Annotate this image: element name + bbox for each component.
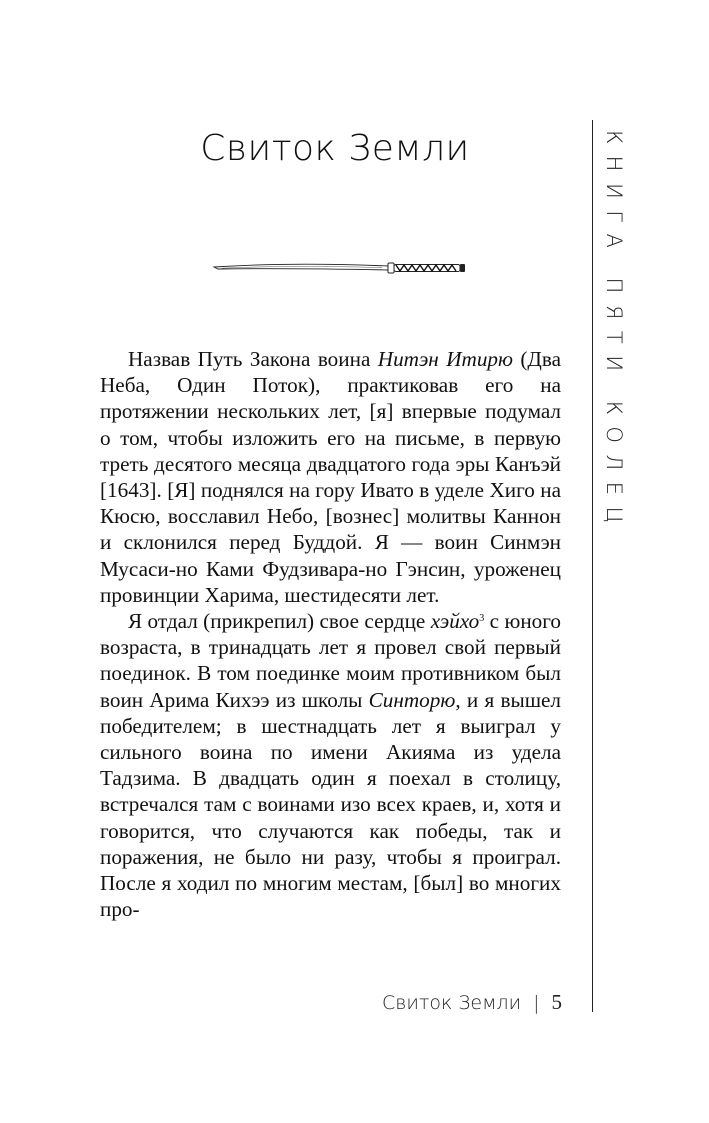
side-rule	[592, 120, 593, 1012]
footnote-marker[interactable]: 3	[479, 613, 485, 625]
katana-icon	[212, 258, 468, 284]
running-title: Свиток Земли	[382, 992, 522, 1014]
chapter-title: Свиток Земли	[200, 128, 470, 169]
paragraph-1: Назвав Путь Закона воина Нитэн Итирю (Два Неба, Один Поток), практиковав его на протяжении нескольких лет, [я] впервые подумал о том, чтобы изложить его на письме, в первую треть десятого месяца двадцатого года эры Канъэй [1643]. [Я] поднялся на гору Ивато в уделе Хиго на Кюсю, восславил Небо, [вознес] молитвы Каннон и склонился перед Буддой. Я — воин Синмэн Мусаси-но Ками Фудзивара-но Гэнсин, уроженец провинции Харима, шестидесяти лет.	[100, 347, 561, 607]
italic-term: Нитэн Итирю	[377, 347, 513, 371]
footer-separator: |	[533, 992, 540, 1014]
page-footer	[340, 990, 562, 1015]
body-text	[100, 346, 561, 922]
italic-term: хэйхо	[430, 609, 480, 634]
page-number: 5	[551, 990, 562, 1014]
paragraph-2: Я отдал (прикрепил) свое сердце хэйхо$^3$ с юного возраста, в тринадцать лет я провел свой первый поединок. В том поединке моим противником был воин Арима Кихээ из школы Синторю, и я вышел победителем; в шестнадцать лет я выиграл у сильного воина по имени Акияма из удела Тадзима. В двадцать один я поехал в столицу, встречался там с воинами изо всех краев, и, хотя и говорится, что случаются как победы, так и поражения, не было ни разу, чтобы я проиграл. После я ходил по многим местам, [был] во многих про-	[100, 609, 562, 922]
side-book-title: КНИГА ПЯТИ КОЛЕЦ	[602, 130, 626, 535]
italic-term: Синторю	[368, 687, 456, 712]
